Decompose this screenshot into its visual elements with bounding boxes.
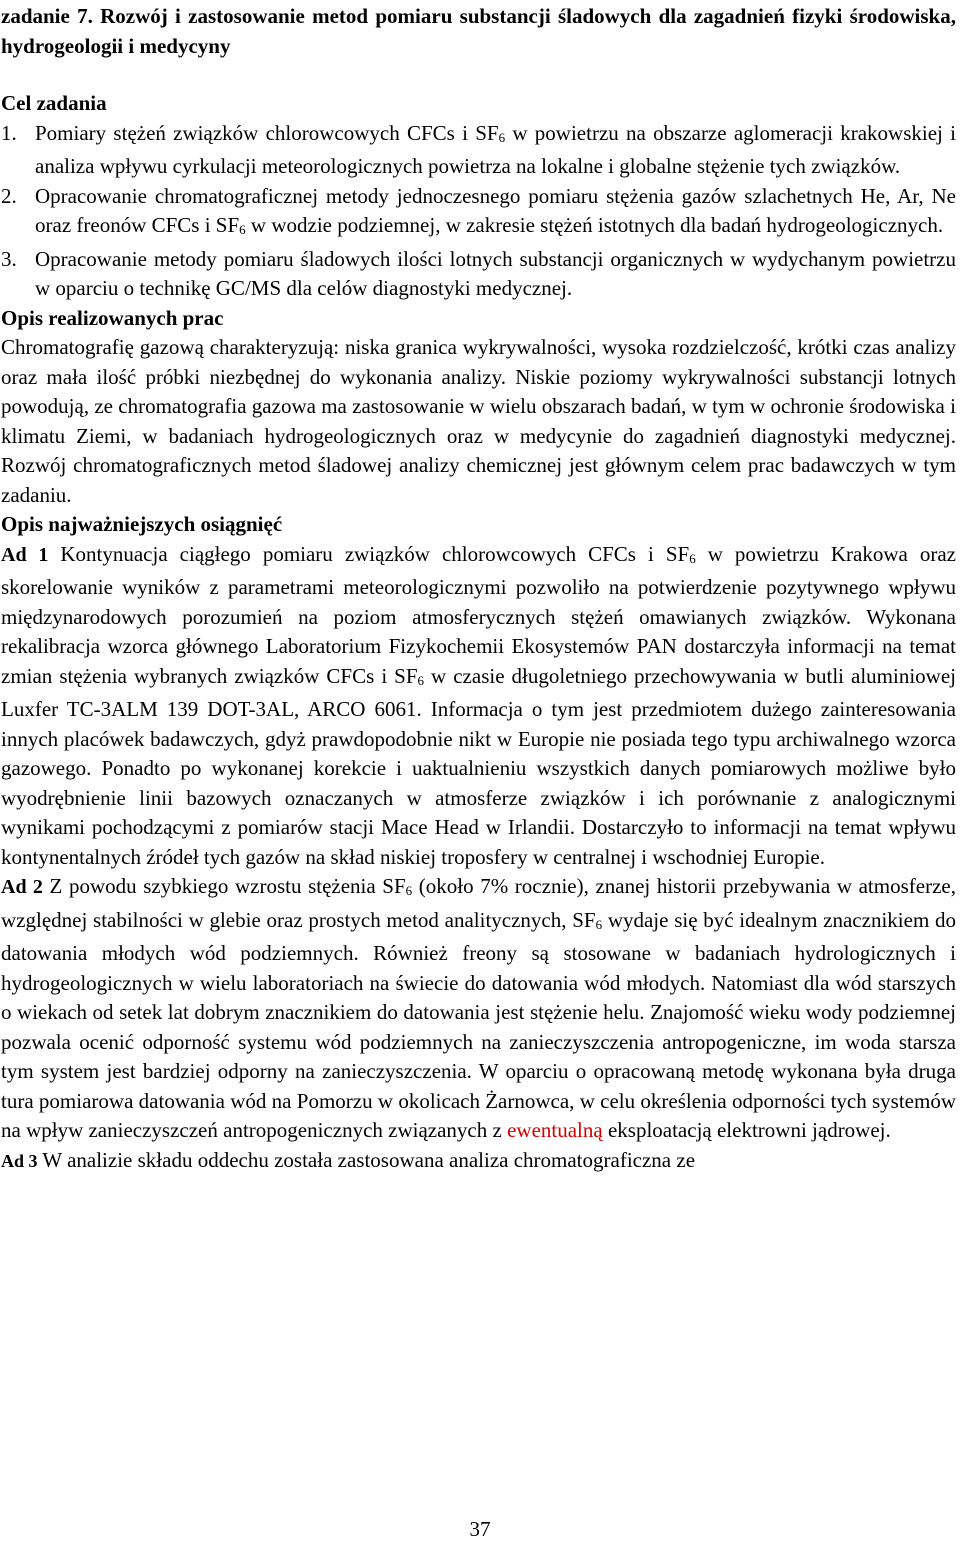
goal-item-1 [1,119,956,182]
highlighted-word: ewentualną [507,1118,603,1142]
work-paragraph: Chromatografię gazową charakteryzują: niska granica wykrywalności, wysoka rozdzielczość, krótki czas analizy oraz mała ilość próbki niezbędnej do wykonania analizy. Niskie poziomy wykrywalności substancji lotnych powodują, ze chromatografia gazowa ma zastosowanie w wielu obszarach badań, w tym w ochronie środowiska i klimatu Ziemi, w badaniach hydrogeologicznych oraz w medycynie do zagadnień diagnostyki medycznej. Rozwój chromatograficznych metod śladowej analizy chemicznej jest głównym celem prac badawczych w tym zadaniu. [1,335,956,507]
ad2-paragraph [1,872,956,1146]
goal-item-text: Opracowanie metody pomiaru śladowych ilości lotnych substancji organicznych w wydychanym powietrzu w oparciu o technikę GC/MS dla celów diagnostyki medycznej. [35,246,956,300]
goal-item-text: Opracowanie chromatograficznej metody jednoczesnego pomiaru stężenia gazów szlachetnych He, Ar, Ne oraz freonów CFCs i SF [35,183,956,237]
ad2-text: (około 7% rocznie), znanej historii przebywania w atmosferze, względnej stabilności w glebie oraz prostych metod analitycznych, SF [1,874,956,932]
subscript: 6 [595,916,603,932]
subscript: 6 [498,129,506,145]
ad1-label: Ad 1 [1,543,49,566]
task-title: zadanie 7. Rozwój i zastosowanie metod pomiaru substancji śladowych dla zagadnień fizyki środowiska, hydrogeologii i medycyny [1,4,956,58]
ad2-label: Ad 2 [1,876,43,898]
goal-item-number: 2. [1,183,17,208]
ad3-label: Ad 3 [1,1150,38,1171]
goal-heading: Cel zadania [1,91,107,115]
ad2-text: wydaje się być idealnym znacznikiem do datowania młodych wód podziemnych. Również freony są stosowane w badaniach hydrologicznych i hydrogeologicznych w wielu laboratoriach na świecie do datowania wód młodych. Natomiast dla wód starszych o wiekach od setek lat dobrym znacznikiem do datowania jest stężenie helu. Znajomość wieku wody podziemnej pozwala ocenić odporność systemu wód podziemnych na zanieczyszczenia antropogeniczne, im woda starsza tym system jest bardziej odporny na zanieczyszczenia. W oparciu o opracowaną metodę wykonana była druga tura pomiarowa datowania wód na Pomorzu w okolicach Żarnowca, w celu określenia odporności tych systemów na wpływ zanieczyszczeń antropogenicznych związanych z [1,907,957,1142]
subscript: 6 [405,883,413,898]
goal-item-number: 3. [1,246,17,271]
ad1-text: w powietrzu Krakowa oraz skorelowanie wyników z parametrami meteorologicznymi pozwoliło na potwierdzenie pozytywnego wpływu międzynarodowych porozumień na poziom atmosferycznych stężeń omawianych związków. Wykonana rekalibracja wzorca głównego Laboratorium Fizykochemii Ekosystemów PAN dostarczyła informacji na temat zmian stężenia wybranych związków CFCs i SF [1,541,956,688]
goal-item-text: Pomiary stężeń związków chlorowcowych CFCs i SF [35,120,499,145]
page-number: 37 [469,1517,491,1541]
goal-item-number: 1. [1,120,17,145]
achievements-heading: Opis najważniejszych osiągnięć [1,512,283,536]
ad2-text: eksploatacją elektrowni jądrowej. [602,1118,891,1142]
ad3-paragraph [1,1146,956,1177]
work-heading: Opis realizowanych prac [1,305,224,330]
goal-item-3 [1,245,956,304]
subscript: 6 [689,550,696,566]
ad3-text: W analizie składu oddechu została zastosowana analiza chromatograficzna ze [37,1147,696,1172]
goal-item-text: w powietrzu na obszarze aglomeracji krakowskiej i analiza wpływu cyrkulacji meteorologicznych powietrza na lokalne i globalne stężenie tych związków. [35,120,956,178]
subscript: 6 [239,222,246,237]
ad1-text: w czasie długoletniego przechowywania w butli aluminiowej Luxfer TC-3ALM 139 DOT-3AL, ARCO 6061. Informacja o tym jest przedmiotem dużego zainteresowania innych placówek badawczych, gdyż prawdopodobnie nikt w Europie nie posiada tego typu archiwalnego wzorca gazowego. Ponadto po wykonanej korekcie i uaktualnieniu wszystkich danych pomiarowych możliwe było wyodrębnienie linii bazowych oznaczanych w atmosferze związków i ich porównanie z analogicznymi wynikami pochodzącymi z pomiarów stacji Mace Head w Irlandii. Dostarczyło to informacji na temat wpływu kontynentalnych źródeł tych gazów na skład niskiej troposfery w centralnej i wschodniej Europie. [1,663,956,869]
ad1-paragraph [1,540,956,873]
ad1-text: Kontynuacja ciągłego pomiaru związków chlorowcowych CFCs i SF [48,541,690,566]
goal-item-text: w wodzie podziemnej, w zakresie stężeń istotnych dla badań hydrogeologicznych. [245,213,944,237]
goal-item-2 [1,182,956,245]
subscript: 6 [417,672,425,688]
ad2-text: Z powodu szybkiego wzrostu stężenia SF [42,874,406,898]
